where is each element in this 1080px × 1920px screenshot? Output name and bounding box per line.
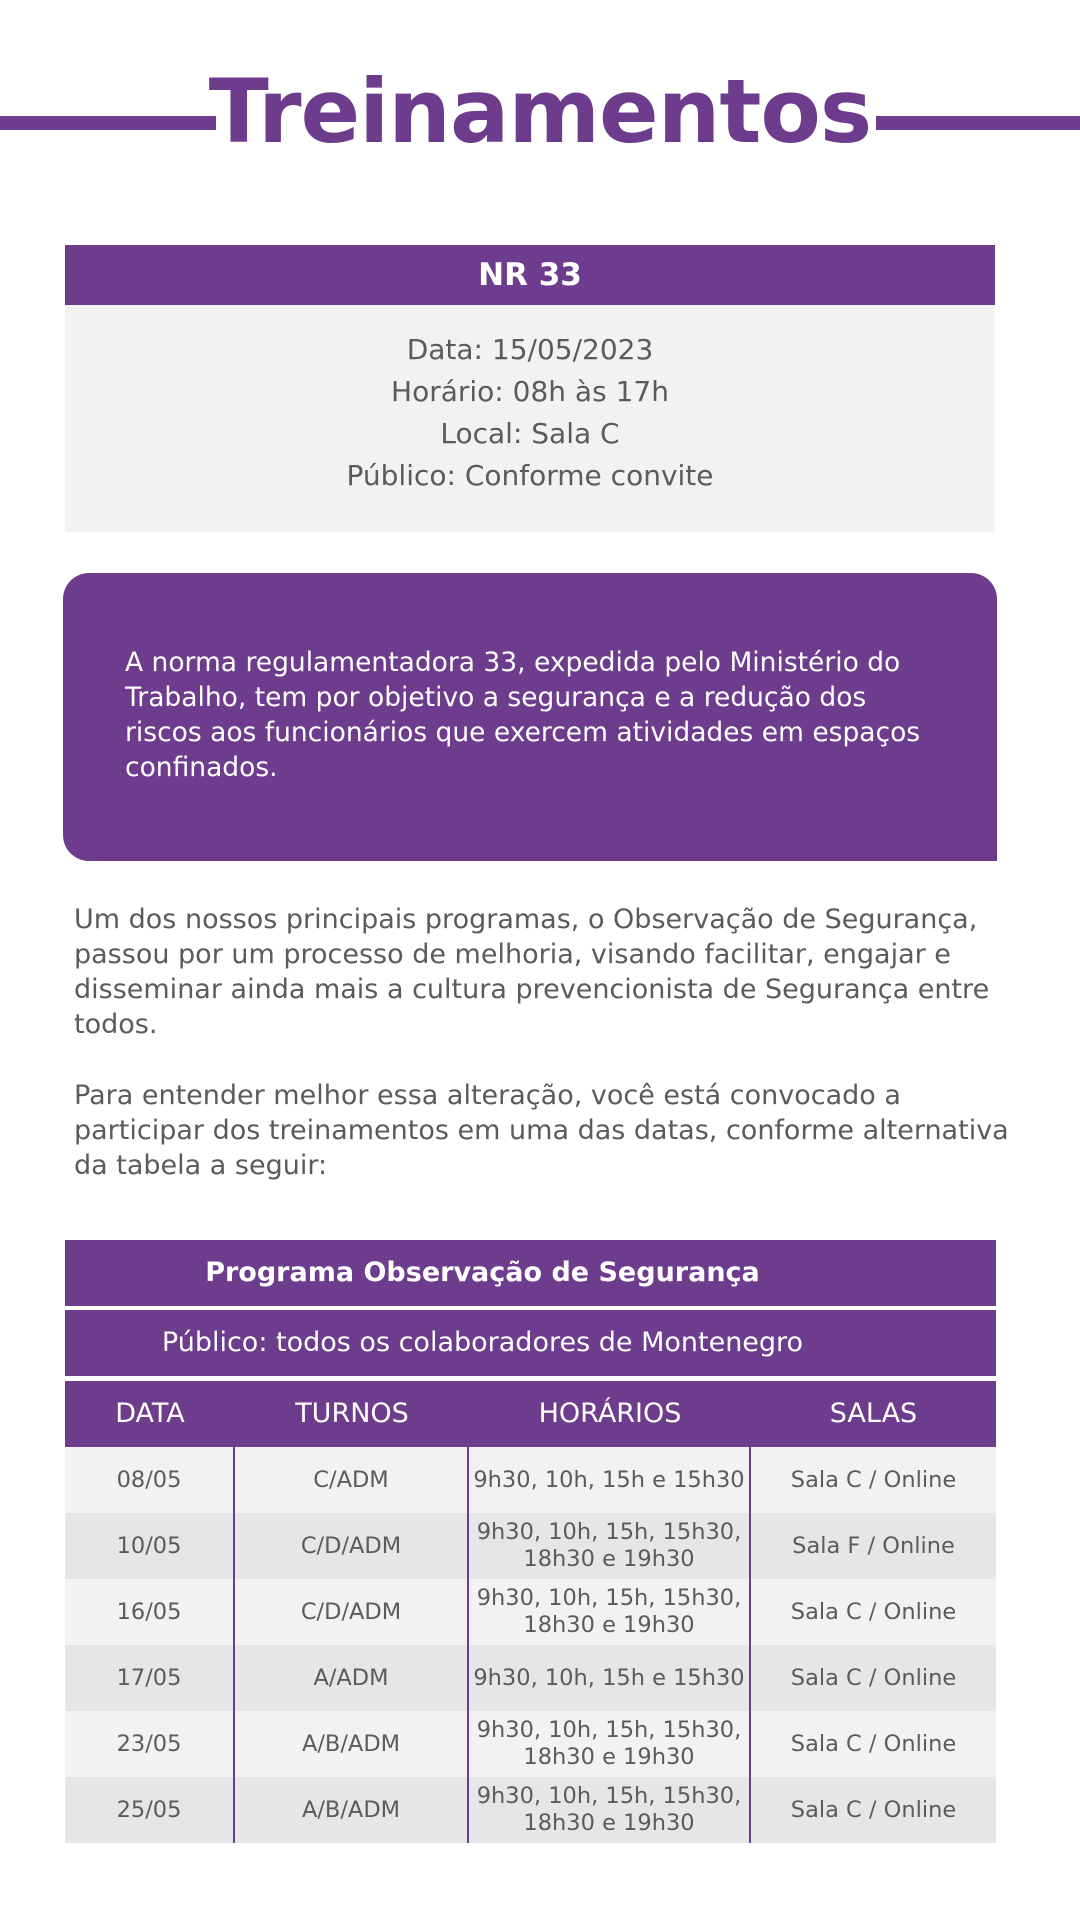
cell-date: 16/05 bbox=[65, 1579, 235, 1645]
cell-times: 9h30, 10h, 15h e 15h30 bbox=[469, 1447, 751, 1513]
cell-room: Sala C / Online bbox=[790, 1664, 957, 1691]
cell-room: Sala C / Online bbox=[790, 1796, 957, 1823]
cell-shift: A/ADM bbox=[235, 1645, 469, 1711]
column-header-salas: SALAS bbox=[829, 1398, 918, 1429]
event-date: Data: 15/05/2023 bbox=[406, 333, 654, 366]
table-row bbox=[65, 1447, 996, 1513]
cell-date: 10/05 bbox=[65, 1513, 235, 1579]
cell-date: 23/05 bbox=[65, 1711, 235, 1777]
column-header-turnos: TURNOS bbox=[295, 1398, 409, 1429]
cell-times: 9h30, 10h, 15h, 15h30, 18h30 e 19h30 bbox=[469, 1579, 751, 1645]
event-time: Horário: 08h às 17h bbox=[391, 375, 669, 408]
cell-times: 9h30, 10h, 15h e 15h30 bbox=[469, 1645, 751, 1711]
table-row bbox=[65, 1513, 996, 1579]
event-details bbox=[65, 305, 995, 497]
table-subtitle: Público: todos os colaboradores de Montenegro bbox=[65, 1310, 996, 1376]
cell-shift: A/B/ADM bbox=[235, 1711, 469, 1777]
cell-shift: C/D/ADM bbox=[235, 1513, 469, 1579]
cell-room: Sala C / Online bbox=[790, 1730, 957, 1757]
cell-room: Sala C / Online bbox=[790, 1598, 957, 1625]
table-row bbox=[65, 1645, 996, 1711]
table-title: Programa Observação de Segurança bbox=[65, 1240, 996, 1306]
event-place: Local: Sala C bbox=[440, 417, 620, 450]
table-row bbox=[65, 1711, 996, 1777]
cell-shift: A/B/ADM bbox=[235, 1777, 469, 1843]
column-header-data: DATA bbox=[115, 1398, 185, 1429]
table-row bbox=[65, 1579, 996, 1645]
cell-room: Sala F / Online bbox=[792, 1532, 955, 1559]
cell-times: 9h30, 10h, 15h, 15h30, 18h30 e 19h30 bbox=[469, 1711, 751, 1777]
column-header-horarios: HORÁRIOS bbox=[538, 1398, 682, 1429]
event-title: NR 33 bbox=[65, 245, 995, 305]
event-card bbox=[65, 245, 995, 532]
cell-date: 17/05 bbox=[65, 1645, 235, 1711]
schedule-table bbox=[65, 1240, 996, 1843]
info-callout bbox=[63, 573, 997, 861]
page-title: Treinamentos bbox=[208, 60, 872, 163]
convocation-paragraph: Para entender melhor essa alteração, você está convocado a participar dos treinamentos em uma das datas, conforme alternativa da tabela a seguir: bbox=[74, 1080, 1009, 1181]
table-row bbox=[65, 1777, 996, 1843]
cell-shift: C/D/ADM bbox=[235, 1579, 469, 1645]
cell-shift: C/ADM bbox=[235, 1447, 469, 1513]
intro-paragraph: Um dos nossos principais programas, o Observação de Segurança, passou por um processo de melhoria, visando facilitar, engajar e disseminar ainda mais a cultura prevencionista de Segurança entre todos. bbox=[74, 904, 990, 1040]
info-callout-text: A norma regulamentadora 33, expedida pelo Ministério do Trabalho, tem por objetivo a segurança e a redução dos riscos aos funcionários que exercem atividades em espaços confinados. bbox=[125, 647, 921, 783]
cell-date: 25/05 bbox=[65, 1777, 235, 1843]
cell-room: Sala C / Online bbox=[790, 1466, 957, 1493]
cell-date: 08/05 bbox=[65, 1447, 235, 1513]
event-audience: Público: Conforme convite bbox=[346, 459, 714, 492]
table-header bbox=[65, 1381, 996, 1447]
cell-times: 9h30, 10h, 15h, 15h30, 18h30 e 19h30 bbox=[469, 1513, 751, 1579]
cell-times: 9h30, 10h, 15h, 15h30, 18h30 e 19h30 bbox=[469, 1777, 751, 1843]
